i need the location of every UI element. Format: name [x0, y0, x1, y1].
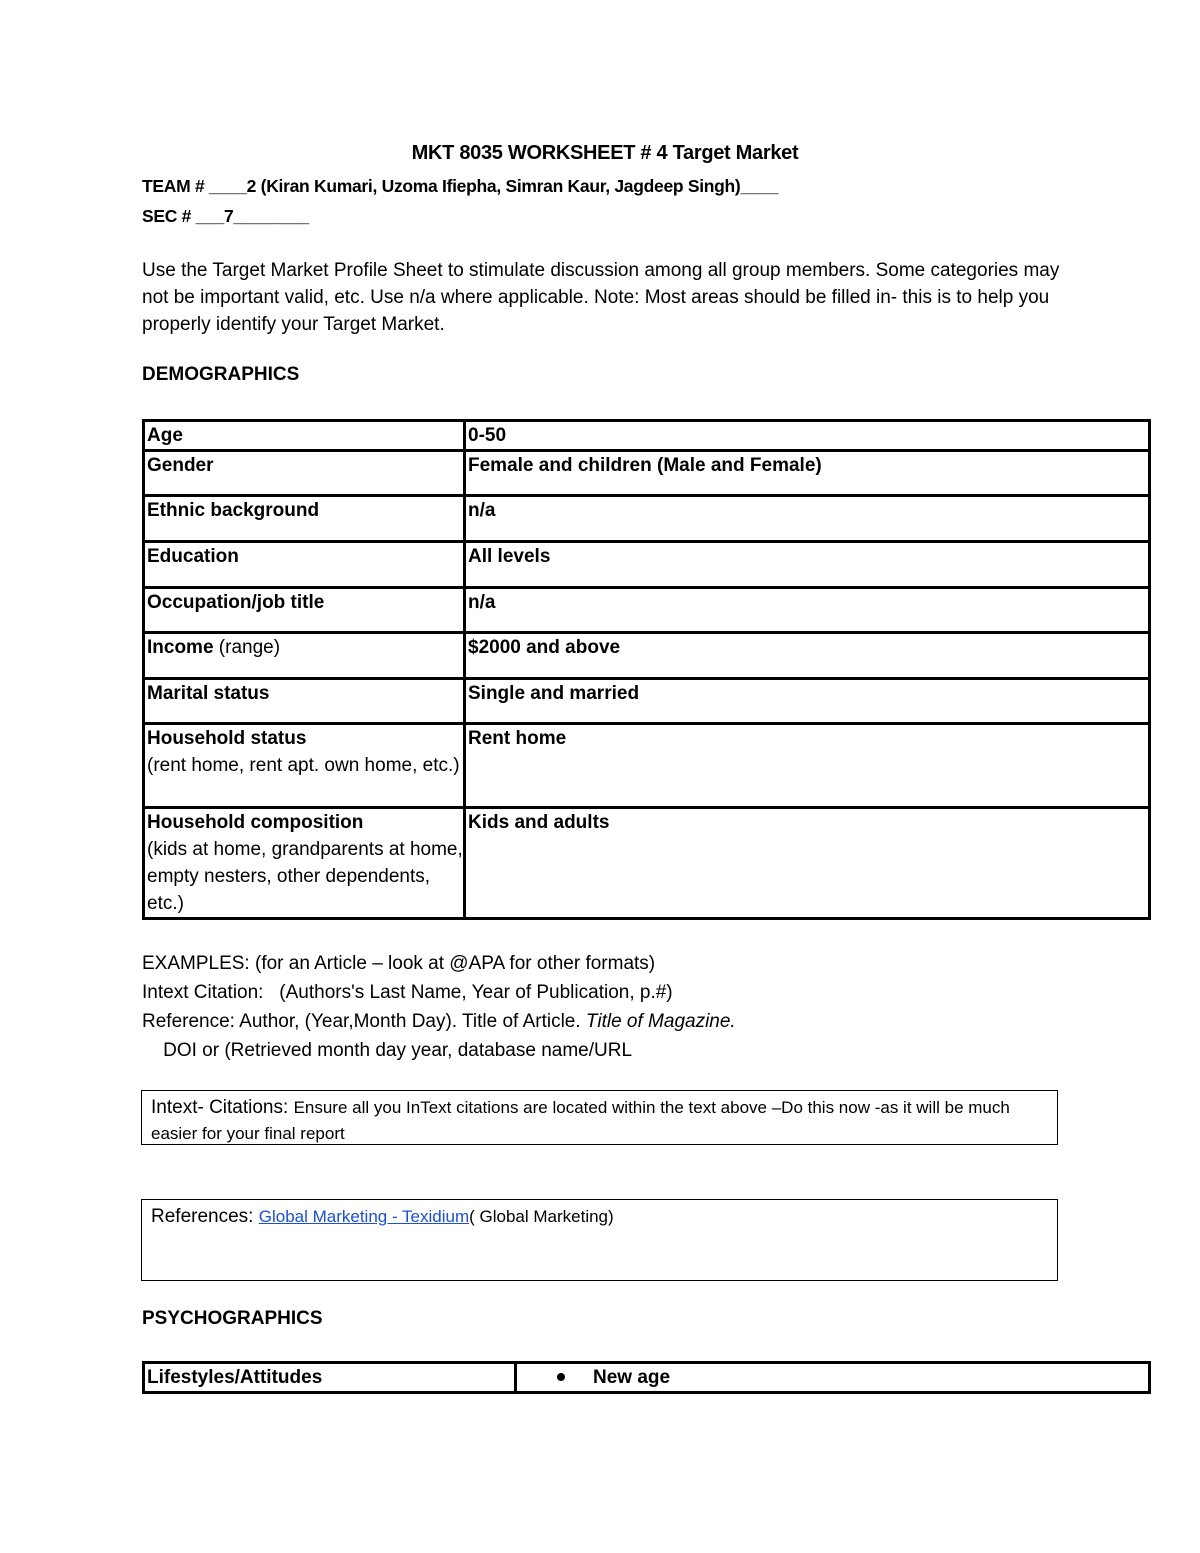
row-value: All levels [468, 546, 551, 567]
row-label: Household composition [147, 812, 364, 833]
row-value: 0-50 [468, 425, 507, 446]
row-value: Single and married [468, 683, 640, 704]
table-row [144, 679, 1150, 724]
table-row [144, 496, 1150, 542]
table-row [144, 451, 1150, 496]
row-sublabel: (range) [213, 637, 281, 658]
doi-line: DOI or (Retrieved month day year, database name/URL [142, 1040, 633, 1061]
table-row [144, 542, 1150, 588]
demographics-heading: DEMOGRAPHICS [142, 364, 300, 385]
references-label: References: [151, 1206, 259, 1227]
intext-citations-label: Intext- Citations: [151, 1097, 294, 1118]
row-value: n/a [468, 500, 496, 521]
table-row [144, 1363, 1150, 1393]
intext-citation-line: Intext Citation: (Authors's Last Name, Year of Publication, p.#) [142, 982, 673, 1003]
row-label: Lifestyles/Attitudes [147, 1367, 323, 1388]
row-value: Rent home [468, 728, 567, 749]
references-link[interactable]: Global Marketing - Texidium [258, 1207, 470, 1226]
row-value: Kids and adults [468, 812, 610, 833]
table-row [144, 421, 1150, 451]
row-value: n/a [468, 592, 496, 613]
table-row [144, 588, 1150, 633]
bullet-icon [557, 1373, 565, 1381]
row-label: Gender [147, 455, 214, 476]
row-label: Occupation/job title [147, 592, 325, 613]
intext-citations-box [141, 1090, 1058, 1145]
reference-line: Reference: Author, (Year,Month Day). Title of Article. Title of Magazine. [142, 1011, 736, 1032]
examples-line: EXAMPLES: (for an Article – look at @APA for other formats) [142, 953, 656, 974]
references-trailing: ( Global Marketing) [469, 1207, 614, 1226]
intext-citations-text: Ensure all you InText citations are located within the text above –Do this now -as it will be much easier for your final report [151, 1098, 1010, 1143]
citation-examples [142, 949, 1082, 1065]
row-label: Ethnic background [147, 500, 320, 521]
row-label: Age [147, 425, 183, 446]
row-value: New age [593, 1367, 671, 1388]
row-label: Income [147, 637, 214, 658]
table-row [144, 724, 1150, 808]
psychographics-heading: PSYCHOGRAPHICS [142, 1308, 323, 1329]
table-row [144, 633, 1150, 679]
row-sublabel: (rent home, rent apt. own home, etc.) [147, 755, 460, 776]
psychographics-table [142, 1361, 1151, 1394]
row-label: Education [147, 546, 239, 567]
demographics-table [142, 419, 1151, 920]
page-title: MKT 8035 WORKSHEET # 4 Target Market [411, 142, 799, 164]
table-row [144, 808, 1150, 919]
section-line: SEC # ___7________ [142, 206, 309, 226]
row-sublabel: (kids at home, grandparents at home, empty nesters, other dependents, etc.) [147, 839, 463, 914]
row-label: Marital status [147, 683, 270, 704]
intro-paragraph: Use the Target Market Profile Sheet to stimulate discussion among all group members. Some categories may not be important valid, etc. Use n/a where applicable. Note: Most areas should be filled in- this is to help you properly identify your Target Market. [142, 260, 1060, 335]
row-label: Household status [147, 728, 307, 749]
row-value: Female and children (Male and Female) [468, 455, 822, 476]
references-box [141, 1199, 1058, 1281]
team-line: TEAM # ____2 (Kiran Kumari, Uzoma Ifiepha, Simran Kaur, Jagdeep Singh)____ [142, 176, 779, 196]
row-value: $2000 and above [468, 637, 621, 658]
